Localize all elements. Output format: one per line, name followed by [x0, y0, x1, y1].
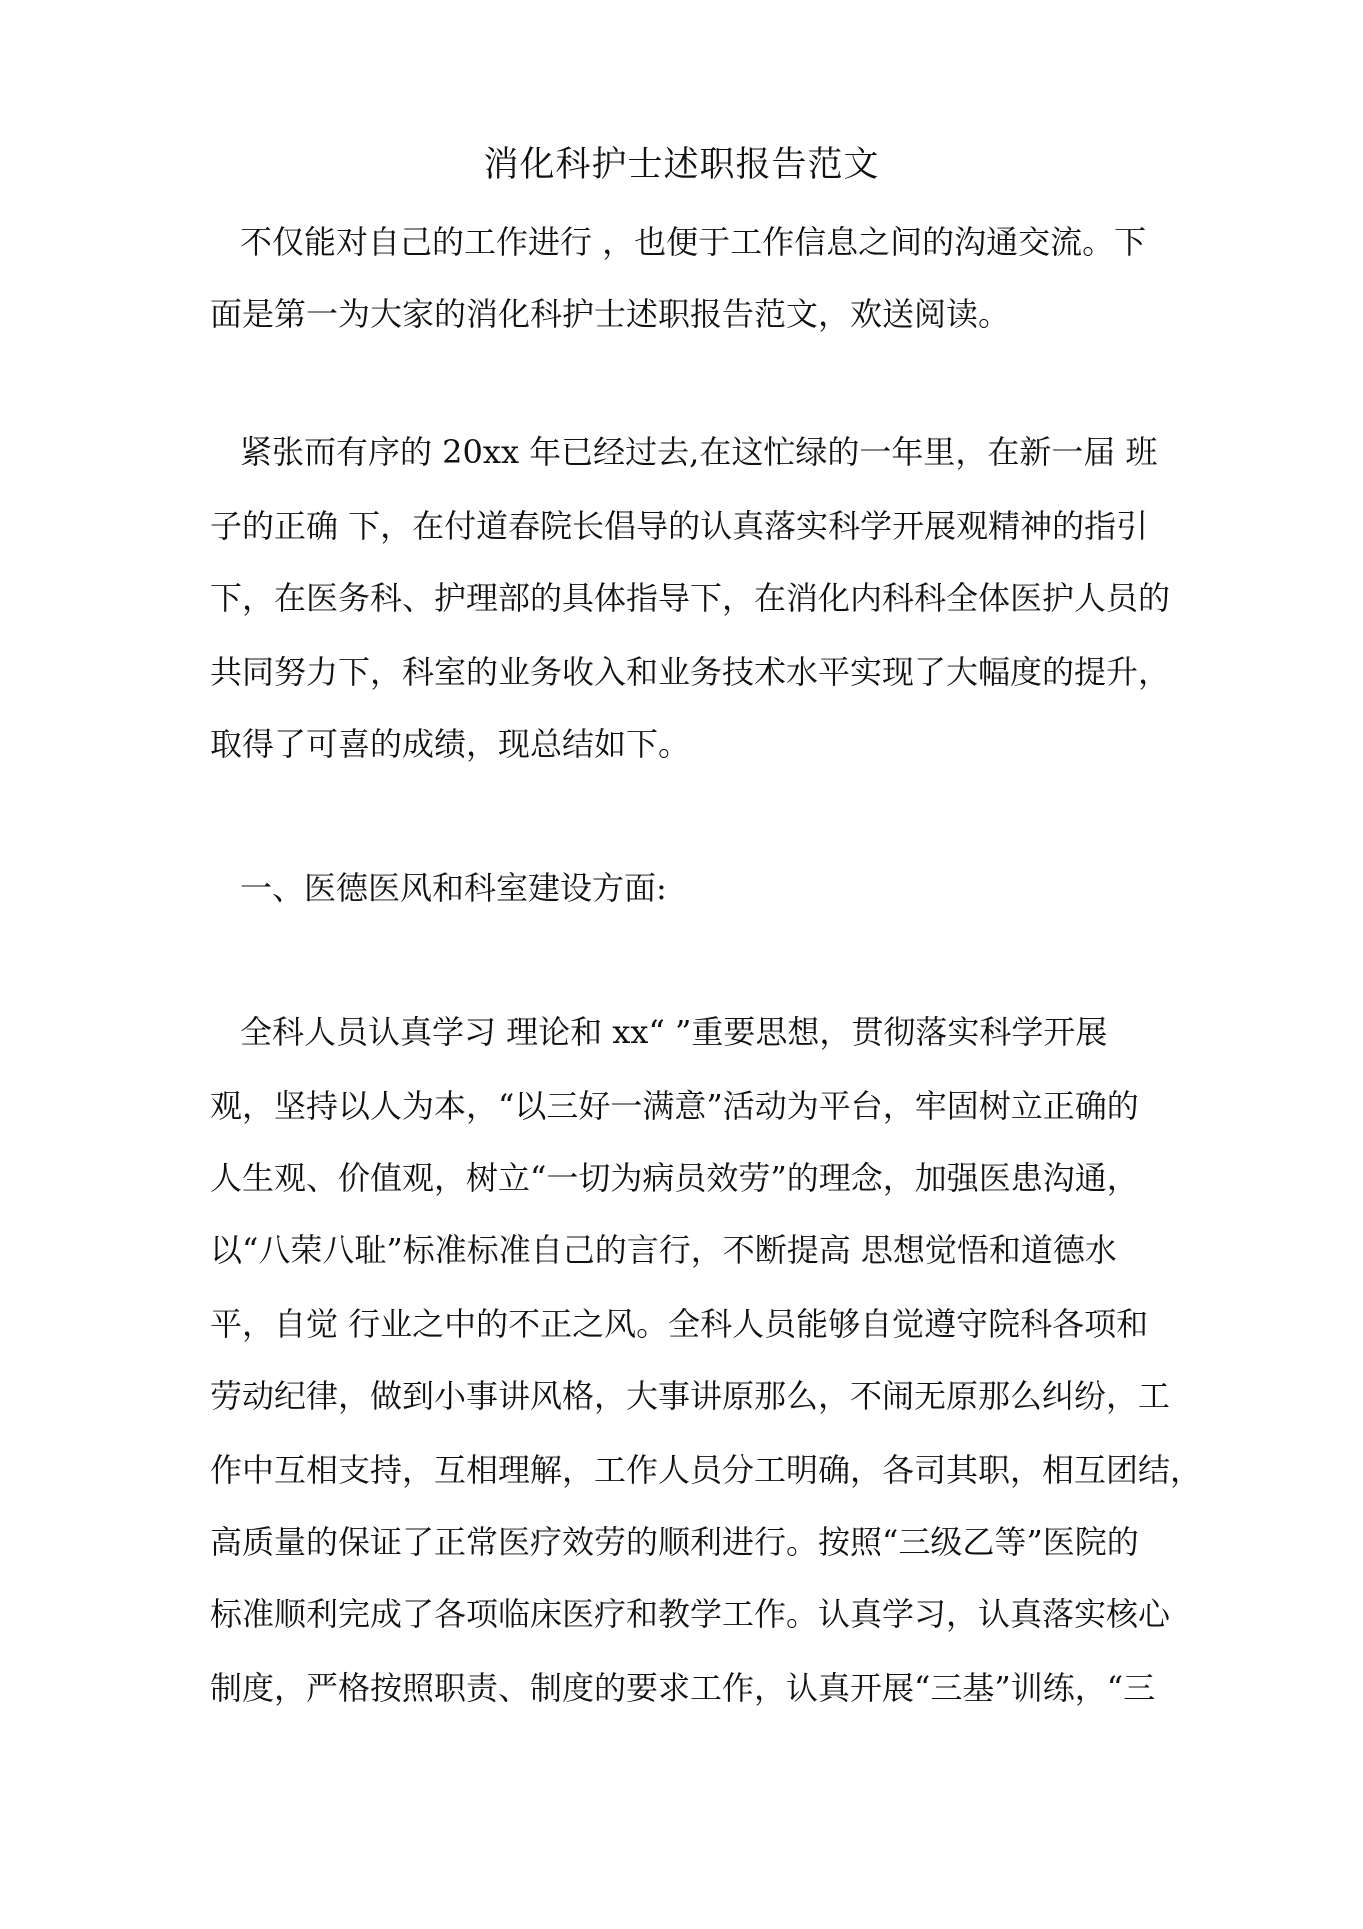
paragraph-line: 标准顺利完成了各项临床医疗和教学工作。认真学习，认真落实核心 [210, 1595, 1171, 1633]
paragraph-line: 取得了可喜的成绩，现总结如下。 [210, 725, 691, 763]
paragraph-line: 子的正确 下，在付道春院长倡导的认真落实科学开展观精神的指引 [210, 507, 1149, 545]
paragraph-line: 观，坚持以人为本，“以三好一满意”活动为平台，牢固树立正确的 [210, 1087, 1139, 1125]
section-heading: 一、医德医风和科室建设方面: [240, 869, 667, 907]
paragraph-line: 高质量的保证了正常医疗效劳的顺利进行。按照“三级乙等”医院的 [210, 1523, 1139, 1561]
paragraph-line: 制度，严格按照职责、制度的要求工作，认真开展“三基”训练，“三 [210, 1669, 1156, 1707]
paragraph-line: 作中互相支持，互相理解，工作人员分工明确，各司其职，相互团结， [210, 1451, 1203, 1489]
document-title: 消化科护士述职报告范文 [483, 145, 880, 185]
paragraph-line: 人生观、价值观，树立“一切为病员效劳”的理念，加强医患沟通， [210, 1159, 1139, 1197]
intro-line: 不仅能对自己的工作进行 ，也便于工作信息之间的沟通交流。下 [240, 223, 1147, 261]
paragraph-line: 共同努力下，科室的业务收入和业务技术水平实现了大幅度的提升， [210, 653, 1171, 691]
paragraph-line: 紧张而有序的 20xx 年已经过去,在这忙绿的一年里，在新一届 班 [240, 433, 1158, 471]
paragraph-line: 以“八荣八耻”标准标准自己的言行，不断提高 思想觉悟和道德水 [210, 1231, 1117, 1269]
paragraph-line: 平，自觉 行业之中的不正之风。全科人员能够自觉遵守院科各项和 [210, 1305, 1149, 1343]
paragraph-line: 全科人员认真学习 理论和 xx“ ”重要思想，贯彻落实科学开展 [240, 1013, 1108, 1051]
paragraph-line: 劳动纪律，做到小事讲风格，大事讲原那么，不闹无原那么纠纷，工 [210, 1377, 1171, 1415]
intro-line: 面是第一为大家的消化科护士述职报告范文，欢送阅读。 [210, 295, 1011, 333]
paragraph-line: 下，在医务科、护理部的具体指导下，在消化内科科全体医护人员的 [210, 579, 1171, 617]
